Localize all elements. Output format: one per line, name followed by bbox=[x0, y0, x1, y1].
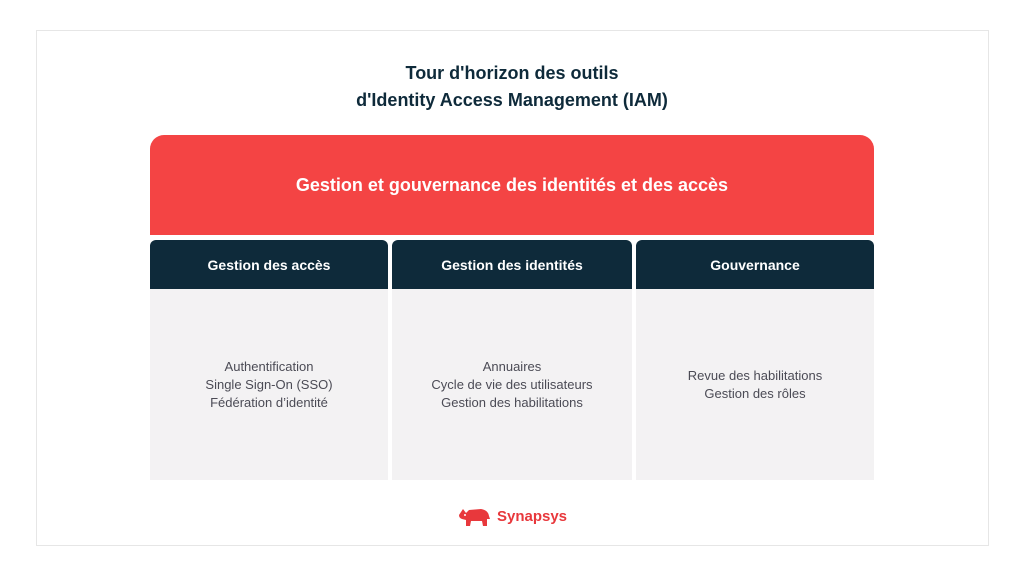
column-body-identities bbox=[392, 289, 632, 480]
list-item: Annuaires bbox=[482, 358, 542, 374]
list-item: Authentification bbox=[224, 358, 314, 374]
title-line-1: Tour d'horizon des outils bbox=[405, 63, 619, 83]
column-header-identities bbox=[392, 240, 632, 289]
brand-name: Synapsys bbox=[496, 507, 568, 525]
banner-label: Gestion et gouvernance des identités et des accès bbox=[295, 174, 729, 195]
page-title bbox=[0, 60, 1024, 114]
title-line-2: d'Identity Access Management (IAM) bbox=[356, 90, 668, 110]
column-heading: Gestion des accès bbox=[207, 256, 331, 273]
list-item: Gestion des habilitations bbox=[441, 394, 583, 410]
column-heading: Gestion des identités bbox=[441, 256, 583, 273]
list-item: Revue des habilitations bbox=[687, 367, 823, 383]
rhino-icon bbox=[457, 505, 491, 527]
category-banner bbox=[150, 135, 874, 235]
column-body-governance bbox=[636, 289, 874, 480]
list-item: Fédération d’identité bbox=[210, 394, 328, 410]
list-item: Cycle de vie des utilisateurs bbox=[431, 376, 593, 392]
column-body-access bbox=[150, 289, 388, 480]
column-header-governance bbox=[636, 240, 874, 289]
list-item: Gestion des rôles bbox=[704, 385, 806, 401]
brand-logo bbox=[0, 505, 1024, 527]
column-heading: Gouvernance bbox=[710, 256, 800, 273]
column-header-access bbox=[150, 240, 388, 289]
list-item: Single Sign-On (SSO) bbox=[205, 376, 333, 392]
